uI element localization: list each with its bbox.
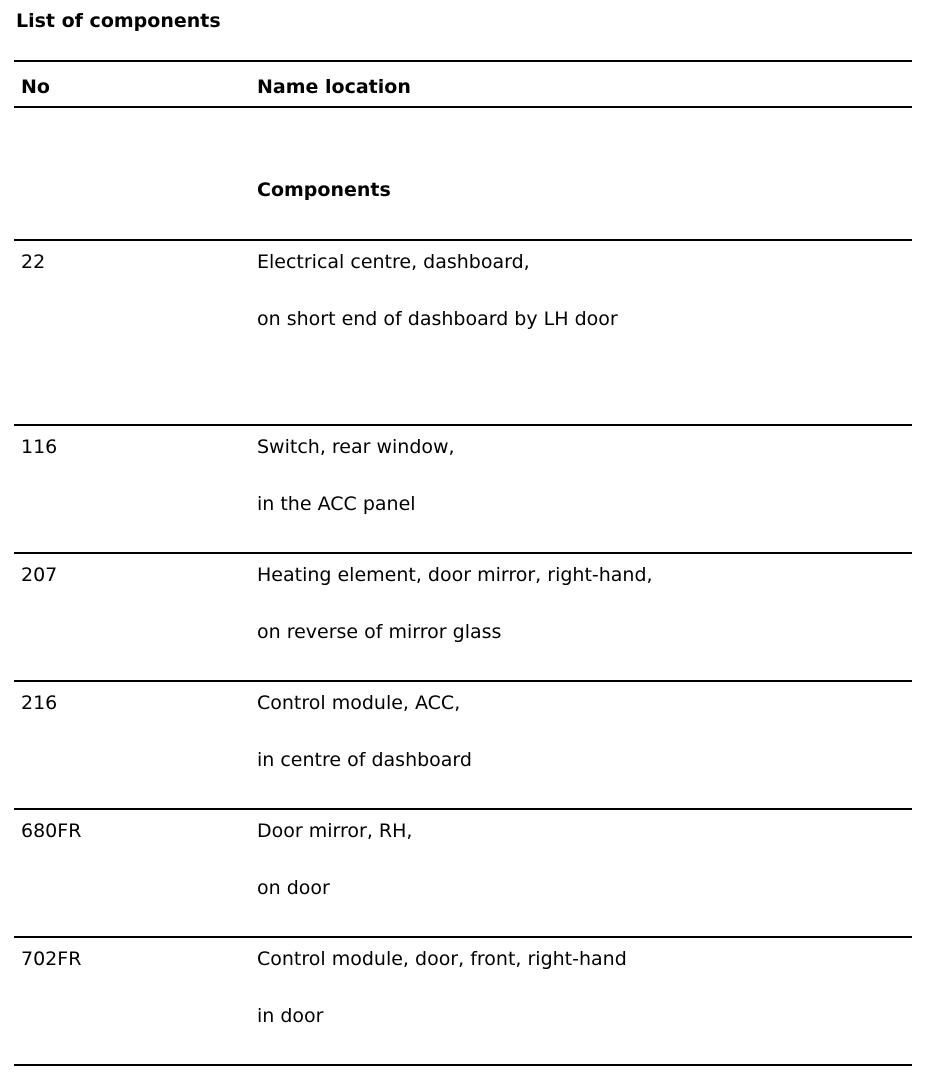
row-number: 216 <box>21 692 58 714</box>
row-number: 22 <box>21 251 46 273</box>
header-rule <box>14 106 912 108</box>
row-name: Door mirror, RH, <box>257 820 413 842</box>
row-name: Electrical centre, dashboard, <box>257 251 530 273</box>
table-top-rule <box>14 60 912 62</box>
row-divider <box>14 424 912 426</box>
row-location: on short end of dashboard by LH door <box>257 308 618 330</box>
header-no: No <box>21 76 50 98</box>
row-name: Control module, door, front, right-hand <box>257 948 627 970</box>
row-name: Heating element, door mirror, right-hand, <box>257 564 653 586</box>
row-location: on door <box>257 877 330 899</box>
section-label: Components <box>257 179 391 201</box>
row-number: 116 <box>21 436 58 458</box>
row-divider <box>14 239 912 241</box>
document-title: List of components <box>16 10 221 32</box>
row-divider <box>14 936 912 938</box>
row-divider <box>14 680 912 682</box>
row-location: on reverse of mirror glass <box>257 621 502 643</box>
row-location: in door <box>257 1005 324 1027</box>
row-location: in centre of dashboard <box>257 749 472 771</box>
row-name: Control module, ACC, <box>257 692 461 714</box>
row-divider <box>14 808 912 810</box>
row-number: 702FR <box>21 948 82 970</box>
header-name-location: Name location <box>257 76 411 98</box>
row-name: Switch, rear window, <box>257 436 455 458</box>
row-number: 680FR <box>21 820 82 842</box>
table-bottom-rule <box>14 1064 912 1066</box>
row-divider <box>14 552 912 554</box>
row-number: 207 <box>21 564 58 586</box>
row-location: in the ACC panel <box>257 493 416 515</box>
